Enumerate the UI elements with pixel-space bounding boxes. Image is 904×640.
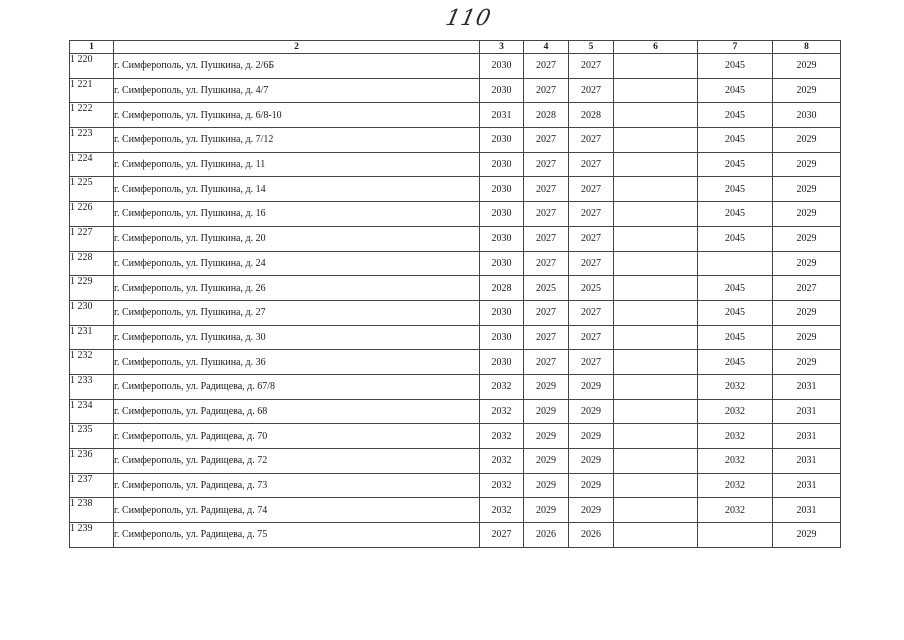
address-cell: г. Симферополь, ул. Радищева, д. 75 <box>114 523 480 548</box>
cell-col-3: 2032 <box>480 424 524 449</box>
row-number: 1 232 <box>70 350 114 375</box>
cell-col-7: 2045 <box>698 276 773 301</box>
cell-col-4: 2027 <box>524 325 569 350</box>
cell-col-7: 2032 <box>698 498 773 523</box>
cell-col-4: 2029 <box>524 449 569 474</box>
table-row <box>70 473 841 498</box>
cell-col-3: 2030 <box>480 202 524 227</box>
column-header: 8 <box>773 41 841 54</box>
cell-col-5: 2026 <box>569 523 614 548</box>
table-row <box>70 54 841 79</box>
cell-col-8: 2031 <box>773 473 841 498</box>
cell-col-3: 2032 <box>480 473 524 498</box>
cell-col-6 <box>614 276 698 301</box>
cell-col-7: 2045 <box>698 78 773 103</box>
column-header: 5 <box>569 41 614 54</box>
cell-col-7: 2032 <box>698 449 773 474</box>
address-cell: г. Симферополь, ул. Пушкина, д. 6/8-10 <box>114 103 480 128</box>
address-cell: г. Симферополь, ул. Пушкина, д. 24 <box>114 251 480 276</box>
address-cell: г. Симферополь, ул. Радищева, д. 72 <box>114 449 480 474</box>
cell-col-4: 2027 <box>524 300 569 325</box>
row-number: 1 223 <box>70 128 114 153</box>
column-header: 3 <box>480 41 524 54</box>
table-row <box>70 300 841 325</box>
cell-col-7: 2045 <box>698 54 773 79</box>
cell-col-7: 2045 <box>698 226 773 251</box>
table-header <box>70 41 841 54</box>
cell-col-6 <box>614 177 698 202</box>
cell-col-6 <box>614 251 698 276</box>
row-number: 1 235 <box>70 424 114 449</box>
row-number: 1 230 <box>70 300 114 325</box>
cell-col-5: 2029 <box>569 399 614 424</box>
cell-col-4: 2029 <box>524 374 569 399</box>
row-number: 1 225 <box>70 177 114 202</box>
cell-col-7: 2045 <box>698 350 773 375</box>
cell-col-4: 2027 <box>524 152 569 177</box>
cell-col-5: 2027 <box>569 226 614 251</box>
table-row <box>70 251 841 276</box>
cell-col-8: 2029 <box>773 325 841 350</box>
cell-col-5: 2027 <box>569 152 614 177</box>
cell-col-3: 2030 <box>480 350 524 375</box>
cell-col-5: 2027 <box>569 300 614 325</box>
table-row <box>70 103 841 128</box>
address-cell: г. Симферополь, ул. Пушкина, д. 2/6Б <box>114 54 480 79</box>
table-row <box>70 177 841 202</box>
table-row <box>70 449 841 474</box>
cell-col-6 <box>614 226 698 251</box>
row-number: 1 221 <box>70 78 114 103</box>
row-number: 1 228 <box>70 251 114 276</box>
cell-col-3: 2030 <box>480 78 524 103</box>
cell-col-8: 2029 <box>773 251 841 276</box>
column-header: 2 <box>114 41 480 54</box>
cell-col-8: 2027 <box>773 276 841 301</box>
cell-col-5: 2027 <box>569 128 614 153</box>
cell-col-4: 2029 <box>524 498 569 523</box>
cell-col-8: 2029 <box>773 54 841 79</box>
cell-col-8: 2031 <box>773 374 841 399</box>
row-number: 1 234 <box>70 399 114 424</box>
address-cell: г. Симферополь, ул. Радищева, д. 73 <box>114 473 480 498</box>
cell-col-6 <box>614 152 698 177</box>
cell-col-8: 2031 <box>773 399 841 424</box>
cell-col-7 <box>698 523 773 548</box>
row-number: 1 233 <box>70 374 114 399</box>
table-row <box>70 350 841 375</box>
cell-col-5: 2029 <box>569 424 614 449</box>
cell-col-6 <box>614 103 698 128</box>
row-number: 1 227 <box>70 226 114 251</box>
cell-col-5: 2029 <box>569 498 614 523</box>
cell-col-5: 2027 <box>569 54 614 79</box>
address-cell: г. Симферополь, ул. Пушкина, д. 26 <box>114 276 480 301</box>
cell-col-3: 2032 <box>480 449 524 474</box>
cell-col-5: 2029 <box>569 374 614 399</box>
cell-col-4: 2027 <box>524 78 569 103</box>
cell-col-7: 2032 <box>698 399 773 424</box>
row-number: 1 226 <box>70 202 114 227</box>
cell-col-8: 2029 <box>773 128 841 153</box>
address-cell: г. Симферополь, ул. Пушкина, д. 11 <box>114 152 480 177</box>
cell-col-3: 2030 <box>480 300 524 325</box>
table-row <box>70 276 841 301</box>
table-row <box>70 226 841 251</box>
cell-col-8: 2029 <box>773 202 841 227</box>
cell-col-7: 2045 <box>698 152 773 177</box>
table-row <box>70 399 841 424</box>
cell-col-3: 2031 <box>480 103 524 128</box>
table-row <box>70 202 841 227</box>
table-row <box>70 498 841 523</box>
cell-col-5: 2027 <box>569 350 614 375</box>
cell-col-7: 2045 <box>698 325 773 350</box>
cell-col-6 <box>614 424 698 449</box>
row-number: 1 222 <box>70 103 114 128</box>
cell-col-5: 2029 <box>569 449 614 474</box>
registry-table <box>69 40 841 548</box>
cell-col-7: 2045 <box>698 202 773 227</box>
cell-col-3: 2030 <box>480 226 524 251</box>
header-row <box>70 41 841 54</box>
cell-col-5: 2027 <box>569 325 614 350</box>
cell-col-5: 2025 <box>569 276 614 301</box>
cell-col-3: 2027 <box>480 523 524 548</box>
address-cell: г. Симферополь, ул. Радищева, д. 70 <box>114 424 480 449</box>
row-number: 1 236 <box>70 449 114 474</box>
cell-col-8: 2030 <box>773 103 841 128</box>
address-cell: г. Симферополь, ул. Пушкина, д. 16 <box>114 202 480 227</box>
cell-col-5: 2027 <box>569 78 614 103</box>
address-cell: г. Симферополь, ул. Радищева, д. 67/8 <box>114 374 480 399</box>
cell-col-7: 2032 <box>698 473 773 498</box>
cell-col-6 <box>614 350 698 375</box>
table-row <box>70 424 841 449</box>
cell-col-8: 2029 <box>773 78 841 103</box>
cell-col-4: 2029 <box>524 399 569 424</box>
column-header: 1 <box>70 41 114 54</box>
cell-col-3: 2032 <box>480 498 524 523</box>
cell-col-6 <box>614 202 698 227</box>
cell-col-8: 2031 <box>773 424 841 449</box>
cell-col-8: 2029 <box>773 300 841 325</box>
address-cell: г. Симферополь, ул. Пушкина, д. 27 <box>114 300 480 325</box>
cell-col-3: 2030 <box>480 152 524 177</box>
cell-col-3: 2030 <box>480 54 524 79</box>
cell-col-7: 2045 <box>698 128 773 153</box>
row-number: 1 231 <box>70 325 114 350</box>
column-header: 4 <box>524 41 569 54</box>
cell-col-3: 2030 <box>480 177 524 202</box>
table-row <box>70 523 841 548</box>
cell-col-7: 2045 <box>698 177 773 202</box>
table-body <box>70 54 841 548</box>
cell-col-4: 2028 <box>524 103 569 128</box>
row-number: 1 237 <box>70 473 114 498</box>
column-header: 6 <box>614 41 698 54</box>
cell-col-7: 2045 <box>698 103 773 128</box>
cell-col-7: 2032 <box>698 424 773 449</box>
address-cell: г. Симферополь, ул. Пушкина, д. 20 <box>114 226 480 251</box>
cell-col-6 <box>614 449 698 474</box>
cell-col-3: 2032 <box>480 374 524 399</box>
cell-col-4: 2027 <box>524 251 569 276</box>
cell-col-8: 2031 <box>773 449 841 474</box>
cell-col-6 <box>614 523 698 548</box>
cell-col-4: 2027 <box>524 177 569 202</box>
cell-col-7: 2045 <box>698 300 773 325</box>
table-row <box>70 152 841 177</box>
cell-col-4: 2027 <box>524 54 569 79</box>
cell-col-5: 2027 <box>569 177 614 202</box>
table-row <box>70 78 841 103</box>
cell-col-8: 2029 <box>773 226 841 251</box>
cell-col-8: 2029 <box>773 350 841 375</box>
cell-col-4: 2027 <box>524 128 569 153</box>
address-cell: г. Симферополь, ул. Пушкина, д. 30 <box>114 325 480 350</box>
cell-col-5: 2028 <box>569 103 614 128</box>
address-cell: г. Симферополь, ул. Пушкина, д. 14 <box>114 177 480 202</box>
cell-col-6 <box>614 128 698 153</box>
cell-col-3: 2032 <box>480 399 524 424</box>
column-header: 7 <box>698 41 773 54</box>
cell-col-4: 2027 <box>524 202 569 227</box>
cell-col-6 <box>614 399 698 424</box>
address-cell: г. Симферополь, ул. Радищева, д. 74 <box>114 498 480 523</box>
address-cell: г. Симферополь, ул. Пушкина, д. 36 <box>114 350 480 375</box>
cell-col-6 <box>614 300 698 325</box>
table-row <box>70 128 841 153</box>
cell-col-6 <box>614 325 698 350</box>
table-row <box>70 325 841 350</box>
cell-col-6 <box>614 498 698 523</box>
cell-col-5: 2029 <box>569 473 614 498</box>
cell-col-3: 2030 <box>480 251 524 276</box>
cell-col-4: 2029 <box>524 473 569 498</box>
cell-col-4: 2027 <box>524 226 569 251</box>
cell-col-4: 2025 <box>524 276 569 301</box>
cell-col-4: 2029 <box>524 424 569 449</box>
address-cell: г. Симферополь, ул. Пушкина, д. 4/7 <box>114 78 480 103</box>
cell-col-8: 2029 <box>773 177 841 202</box>
cell-col-6 <box>614 473 698 498</box>
row-number: 1 220 <box>70 54 114 79</box>
row-number: 1 224 <box>70 152 114 177</box>
cell-col-4: 2027 <box>524 350 569 375</box>
cell-col-8: 2029 <box>773 152 841 177</box>
cell-col-7 <box>698 251 773 276</box>
address-cell: г. Симферополь, ул. Радищева, д. 68 <box>114 399 480 424</box>
table-row <box>70 374 841 399</box>
row-number: 1 239 <box>70 523 114 548</box>
cell-col-6 <box>614 374 698 399</box>
cell-col-3: 2028 <box>480 276 524 301</box>
address-cell: г. Симферополь, ул. Пушкина, д. 7/12 <box>114 128 480 153</box>
page-number: 110 <box>443 6 494 31</box>
row-number: 1 238 <box>70 498 114 523</box>
cell-col-6 <box>614 78 698 103</box>
cell-col-8: 2031 <box>773 498 841 523</box>
row-number: 1 229 <box>70 276 114 301</box>
cell-col-5: 2027 <box>569 202 614 227</box>
cell-col-4: 2026 <box>524 523 569 548</box>
cell-col-8: 2029 <box>773 523 841 548</box>
cell-col-3: 2030 <box>480 128 524 153</box>
cell-col-6 <box>614 54 698 79</box>
cell-col-3: 2030 <box>480 325 524 350</box>
cell-col-7: 2032 <box>698 374 773 399</box>
cell-col-5: 2027 <box>569 251 614 276</box>
